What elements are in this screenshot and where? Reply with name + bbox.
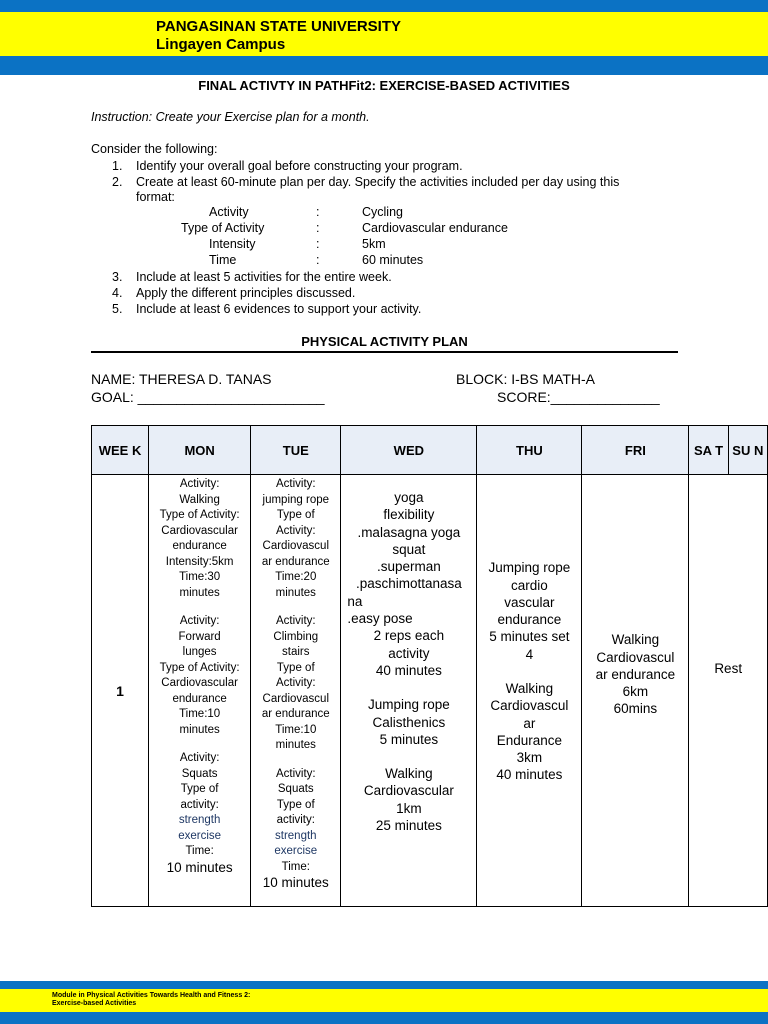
cell-line: 3km <box>516 750 543 766</box>
thursday-cell <box>477 475 582 907</box>
list-item: 4. Apply the different principles discussed. <box>112 286 356 300</box>
format-label: Time <box>209 253 237 267</box>
cell-gap <box>149 738 250 751</box>
header-wed: WED <box>341 426 477 475</box>
format-label: Activity <box>209 205 249 219</box>
cell-line: Time:30 <box>179 571 221 583</box>
cell-line: ar <box>523 715 536 731</box>
activity-plan-table <box>91 425 768 907</box>
list-item: 5. Include at least 6 evidences to support your activity. <box>112 302 422 316</box>
rest-label: Rest <box>714 660 743 676</box>
weekend-cell <box>689 475 768 907</box>
footer-bottom-band <box>0 1012 768 1024</box>
cell-line: yoga <box>394 490 424 505</box>
plan-title-rule <box>91 351 678 353</box>
cell-line: 40 minutes <box>375 662 442 678</box>
footer-top-band <box>0 981 768 989</box>
header-tue: TUE <box>251 426 341 475</box>
cell-line: Time:20 <box>275 571 317 583</box>
header-sat: SA T <box>689 426 728 475</box>
cell-line: 4 <box>525 646 534 662</box>
cell-line: Activity: <box>275 478 316 490</box>
header-bottom-band <box>0 56 768 75</box>
cell-line: .easy pose <box>347 611 413 627</box>
cell-line: Cardiovascular <box>161 524 238 537</box>
format-label: Type of Activity <box>181 221 265 235</box>
cell-line: Walking <box>179 493 220 506</box>
cell-line: 1km <box>396 800 422 816</box>
cell-line: Activity: <box>179 478 220 490</box>
cell-line: exercise <box>274 845 318 857</box>
header-fri: FRI <box>582 426 689 475</box>
cell-line: Cardiovascular <box>363 783 454 799</box>
format-value: 5km <box>362 237 386 251</box>
cell-line: Jumping rope <box>367 697 450 713</box>
cell-line: Type of <box>180 783 219 795</box>
plan-title: PHYSICAL ACTIVITY PLAN <box>301 334 468 349</box>
cell-line: Cardiovascular <box>161 677 238 689</box>
cell-line: activity <box>388 645 430 661</box>
cell-line: Activity: <box>179 615 220 627</box>
format-value: 60 minutes <box>362 253 424 267</box>
cell-line: Endurance <box>496 732 563 748</box>
cell-line: Cardiovascul <box>596 649 675 665</box>
cell-line: Type of Activity: <box>159 509 240 521</box>
name-field: NAME: THERESA D. TANAS <box>91 371 272 387</box>
cell-line: endurance <box>497 612 562 628</box>
cell-line: ar endurance <box>261 708 330 720</box>
instruction-text: Instruction: Create your Exercise plan for a month. <box>91 110 370 124</box>
cell-line: Walking <box>505 681 554 696</box>
header-week: WEE K <box>92 426 149 475</box>
header-top-band <box>0 0 768 12</box>
cell-line: 5 minutes set <box>489 629 570 645</box>
format-label: Intensity <box>209 237 256 251</box>
score-field: SCORE:______________ <box>497 389 660 405</box>
cell-line: Time: <box>185 845 214 857</box>
cell-line: Calisthenics <box>372 714 446 730</box>
format-separator: : <box>316 205 320 219</box>
goal-field: GOAL: ________________________ <box>91 389 325 405</box>
cell-gap <box>341 679 476 696</box>
footer-module-title <box>52 992 250 1008</box>
format-separator: : <box>316 221 320 235</box>
cell-line: 40 minutes <box>496 767 563 783</box>
cell-line: Cardiovascul <box>490 698 569 714</box>
cell-line: Type of <box>276 509 315 521</box>
cell-line: Walking <box>385 766 433 782</box>
wednesday-cell <box>341 475 477 907</box>
cell-line: .superman <box>376 559 441 575</box>
format-value: Cycling <box>362 205 403 219</box>
table-header-row <box>92 426 768 475</box>
cell-line: na <box>347 593 363 609</box>
cell-line: 25 minutes <box>375 818 442 834</box>
format-separator: : <box>316 237 320 251</box>
document-title: FINAL ACTIVTY IN PATHFit2: EXERCISE-BASED ACTIVITIES <box>198 78 570 93</box>
cell-line: cardio <box>510 577 548 593</box>
list-item: 2. Create at least 60-minute plan per day. Specify the activities included per day using this <box>112 175 620 189</box>
monday-cell <box>149 475 251 907</box>
cell-line: squat <box>392 541 426 557</box>
cell-line: Intensity:5km <box>165 555 234 568</box>
friday-cell <box>582 475 689 907</box>
cell-line: Cardiovascul <box>262 540 330 552</box>
cell-line: activity: <box>180 798 219 811</box>
header-mon: MON <box>149 426 251 475</box>
campus-name: Lingayen Campus <box>156 36 286 53</box>
header-thu: THU <box>477 426 582 475</box>
cell-line: Type of <box>276 798 315 811</box>
cell-gap <box>149 601 250 614</box>
cell-line: Type of Activity: <box>159 661 240 674</box>
cell-line: Squats <box>277 783 314 795</box>
cell-line: minutes <box>179 723 220 736</box>
format-separator: : <box>316 253 320 267</box>
cell-gap <box>251 601 340 614</box>
cell-line: flexibility <box>383 507 435 523</box>
cell-line: Activity: <box>179 752 220 764</box>
header-sun: SU N <box>728 426 767 475</box>
block-field: BLOCK: I-BS MATH-A <box>456 371 595 387</box>
cell-line: strength <box>178 814 221 826</box>
cell-line: 10 minutes <box>166 859 233 875</box>
cell-line: 60mins <box>613 701 658 717</box>
cell-line: jumping rope <box>262 493 330 506</box>
cell-gap <box>251 754 340 767</box>
cell-line: Forward <box>178 630 221 643</box>
cell-line: Squats <box>181 767 218 780</box>
cell-line: ar endurance <box>595 666 676 682</box>
cell-line: Walking <box>611 632 660 648</box>
cell-line: minutes <box>275 586 316 599</box>
cell-line: 2 reps each <box>373 628 445 644</box>
consider-heading: Consider the following: <box>91 142 218 156</box>
cell-line: exercise <box>178 829 222 842</box>
footer-line: Exercise-based Activities <box>52 1000 137 1007</box>
cell-line: activity: <box>276 814 315 826</box>
cell-line: stairs <box>282 646 310 658</box>
cell-line: 10 minutes <box>262 875 329 890</box>
cell-line: 5 minutes <box>379 731 439 747</box>
footer-line: Module in Physical Activities Towards Health and Fitness 2: <box>52 992 251 999</box>
cell-gap <box>477 663 581 680</box>
format-value: Cardiovascular endurance <box>362 221 508 235</box>
cell-line: Activity: <box>275 615 316 627</box>
cell-line: Climbing <box>273 630 319 643</box>
cell-line: Activity: <box>275 524 316 537</box>
cell-gap <box>341 748 476 765</box>
cell-line: Time:10 <box>275 723 317 736</box>
table-row <box>92 475 768 907</box>
week-number: 1 <box>92 475 149 907</box>
list-item: 3. Include at least 5 activities for the entire week. <box>112 270 392 284</box>
cell-line: .malasagna yoga <box>357 524 461 540</box>
cell-line: Time:10 <box>179 708 221 720</box>
cell-line: ar endurance <box>261 555 330 568</box>
cell-line: Cardiovascul <box>262 692 330 705</box>
cell-line: minutes <box>275 739 316 751</box>
cell-line: 6km <box>622 684 649 700</box>
cell-line: Type of <box>276 661 315 674</box>
cell-line: Activity: <box>275 767 316 780</box>
cell-line: Jumping rope <box>488 560 571 576</box>
tuesday-cell <box>251 475 341 907</box>
cell-line: minutes <box>179 586 220 599</box>
cell-line: endurance <box>172 692 227 705</box>
cell-line: vascular <box>504 594 555 610</box>
cell-line: Activity: <box>275 677 316 689</box>
cell-line: Time: <box>281 860 310 873</box>
cell-line: endurance <box>172 540 227 552</box>
list-item-continuation: format: <box>136 190 175 204</box>
cell-line: .paschimottanasa <box>355 576 462 592</box>
list-item: 1. Identify your overall goal before constructing your program. <box>112 159 463 173</box>
university-name: PANGASINAN STATE UNIVERSITY <box>156 18 402 35</box>
cell-line: lunges <box>182 646 217 658</box>
cell-line: strength <box>275 829 317 842</box>
